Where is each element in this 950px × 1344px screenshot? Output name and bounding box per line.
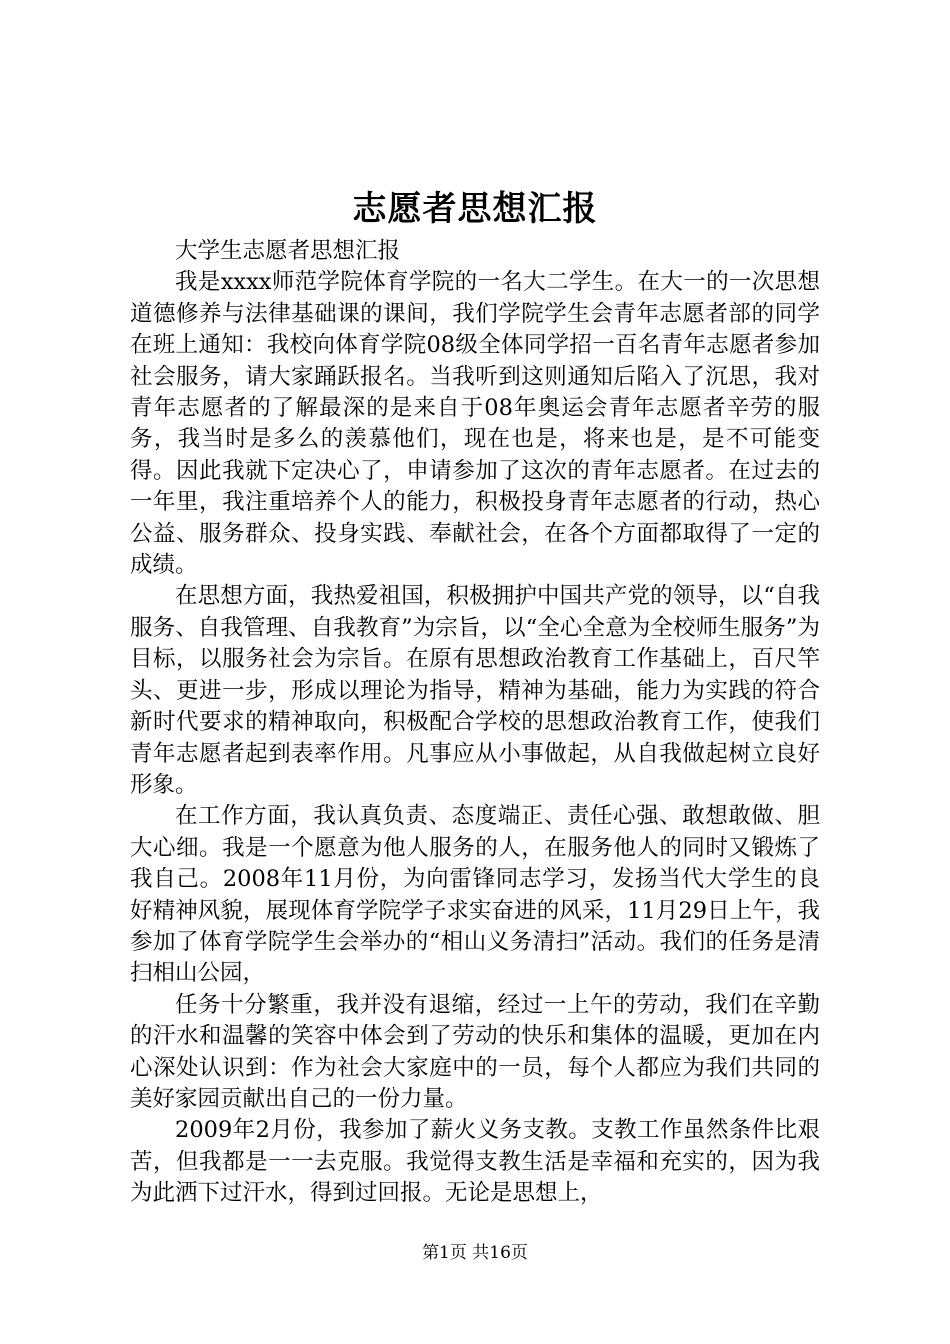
paragraph-work: 在工作方面，我认真负责、态度端正、责任心强、敢想敢做、胆大心细。我是一个愿意为他人服务的人，在服务他人的同时又锻炼了我自己。2008年11月份，为向雷锋同志学习，发扬当代大学生的良好精神风貌，展现体育学院学子求实奋进的风采，11月29日上午，我参加了体育学院学生会举办的“相山义务清扫”活动。我们的任务是清扫相山公园， [130,803,820,987]
paragraph-subtitle: 大学生志愿者思想汇报 [175,238,401,264]
paragraph-ideology: 在思想方面，我热爱祖国，积极拥护中国共产党的领导，以“自我服务、自我管理、自我教育”为宗旨，以“全心全意为全校师生服务”为目标，以服务社会为宗旨。在原有思想政治教育工作基础上，百尺竿头、更进一步，形成以理论为指导，精神为基础，能力为实践的符合新时代要求的精神取向，积极配合学校的思想政治教育工作，使我们青年志愿者起到表率作用。凡事应从小事做起，从自我做起树立良好形象。 [130,583,820,798]
paragraph-cleanup-task: 任务十分繁重，我并没有退缩，经过一上午的劳动，我们在辛勤的汗水和温馨的笑容中体会到了劳动的快乐和集体的温暖，更加在内心深处认识到：作为社会大家庭中的一员，每个人都应为我们共同的美好家园贡献出自己的一份力量。 [130,991,820,1112]
document-body [130,236,820,1210]
paragraph-teaching: 2009年2月份，我参加了薪火义务支教。支教工作虽然条件比艰苦，但我都是一一去克服。我觉得支教生活是幸福和充实的，因为我为此洒下过汗水，得到过回报。无论是思想上， [130,1117,820,1207]
page-number-footer: 第1页 共16页 [422,1243,528,1263]
paragraph-introduction: 我是xxxx师范学院体育学院的一名大二学生。在大一的一次思想道德修养与法律基础课的课间，我们学院学生会青年志愿者部的同学在班上通知：我校向体育学院08级全体同学招一百名青年志愿者参加社会服务，请大家踊跃报名。当我听到这则通知后陷入了沉思，我对青年志愿者的了解最深的是来自于08年奥运会青年志愿者辛劳的服务，我当时是多么的羡慕他们，现在也是，将来也是，是不可能变得。因此我就下定决心了，申请参加了这次的青年志愿者。在过去的一年里，我注重培养个人的能力，积极投身青年志愿者的行动，热心公益、服务群众、投身实践、奉献社会，在各个方面都取得了一定的成绩。 [130,269,820,579]
document-title: 志愿者思想汇报 [352,189,598,229]
